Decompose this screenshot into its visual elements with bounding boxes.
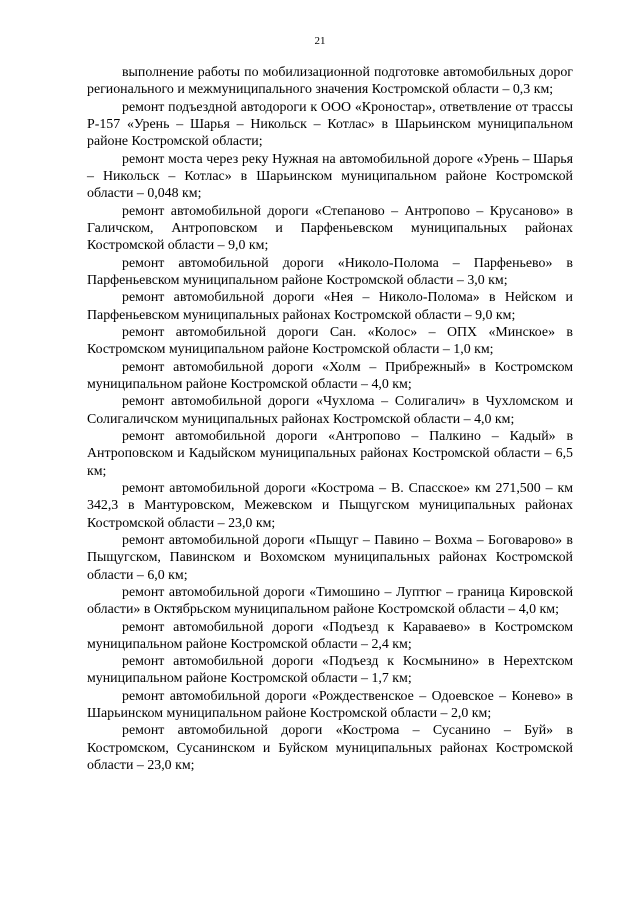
list-item: ремонт автомобильной дороги «Подъезд к Космынино» в Нерехтском муниципальном районе Костромской области – 1,7 км; [87, 654, 573, 687]
list-item: ремонт автомобильной дороги «Подъезд к Караваево» в Костромском муниципальном районе Костромской области – 2,4 км; [87, 619, 573, 652]
list-item: ремонт подъездной автодороги к ООО «Кроностар», ответвление от трассы Р-157 «Урень – Шарья – Никольск – Котлас» в Шарьинском муниципальном районе Костромской области; [87, 99, 573, 150]
list-item: ремонт автомобильной дороги «Кострома – Сусанино – Буй» в Костромском, Сусанинском и Буйском муниципальных районах Костромской области – 23,0 км; [87, 723, 573, 774]
list-item: ремонт автомобильной дороги «Тимошино – Луптюг – граница Кировской области» в Октябрьском муниципальном районе Костромской области – 4,0 км; [87, 584, 573, 618]
list-item: ремонт автомобильной дороги «Нея – Николо-Полома» в Нейском и Парфеньевском муниципальных районах Костромской области – 9,0 км; [87, 290, 573, 323]
list-item: ремонт автомобильной дороги «Кострома – В. Спасское» км 271,500 – км 342,3 в Мантуровском, Межевском и Пыщугском муниципальных районах Костромской области – 23,0 км; [87, 480, 573, 531]
page-number: 21 [314, 35, 326, 47]
list-item: ремонт автомобильной дороги «Степаново – Антропово – Крусаново» в Галичском, Антроповском и Парфеньевском муниципальных районах Костромской области – 9,0 км; [87, 203, 573, 254]
list-item: ремонт автомобильной дороги «Пыщуг – Павино – Вохма – Боговарово» в Пыщугском, Павинском и Вохомском муниципальных районах Костромской области – 6,0 км; [87, 532, 573, 583]
list-item: ремонт автомобильной дороги «Рождественское – Одоевское – Конево» в Шарьинском муниципальном районе Костромской области – 2,0 км; [87, 688, 573, 722]
list-item: ремонт автомобильной дороги «Николо-Полома – Парфеньево» в Парфеньевском муниципальном районе Костромской области – 3,0 км; [87, 255, 573, 288]
list-item: ремонт автомобильной дороги «Антропово – Палкино – Кадый» в Антроповском и Кадыйском муниципальных районах Костромской области – 6,5 км; [87, 428, 573, 479]
list-item: выполнение работы по мобилизационной подготовке автомобильных дорог регионального и межмуниципального значения Костромской области – 0,3 км; [87, 65, 573, 98]
list-item: ремонт автомобильной дороги «Чухлома – Солигалич» в Чухломском и Солигаличском муниципальных районах Костромской области – 4,0 км; [87, 394, 573, 427]
list-item: ремонт автомобильной дороги Сан. «Колос» – ОПХ «Минское» в Костромском муниципальном районе Костромской области – 1,0 км; [87, 324, 573, 358]
list-item: ремонт автомобильной дороги «Холм – Прибрежный» в Костромском муниципальном районе Костромской области – 4,0 км; [87, 359, 573, 392]
document-body [87, 64, 573, 774]
list-item: ремонт моста через реку Нужная на автомобильной дороге «Урень – Шарья – Никольск – Котлас» в Шарьинском муниципальном районе Костромской области – 0,048 км; [87, 151, 573, 202]
